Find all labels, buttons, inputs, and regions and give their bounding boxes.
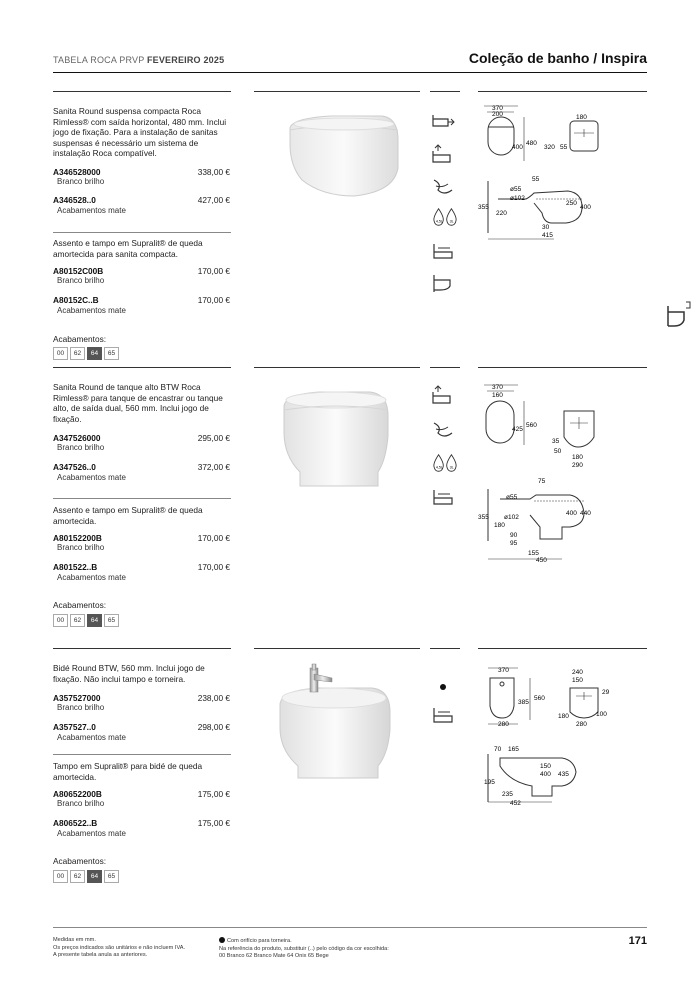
- dim-label: 75: [538, 478, 546, 485]
- product-ref: A357527000: [53, 693, 101, 703]
- dim-label: 400: [540, 771, 551, 778]
- dim-label: 280: [498, 721, 509, 728]
- dim-label: 200: [492, 111, 503, 118]
- bullet-icon: [219, 937, 225, 943]
- svg-text:3L: 3L: [449, 219, 454, 224]
- section-rule: [430, 367, 460, 368]
- dim-label: 150: [572, 677, 583, 684]
- product-finish: Branco brilho: [57, 177, 105, 186]
- section-rule: [430, 91, 460, 92]
- finish-swatch: 65: [104, 347, 119, 360]
- finish-swatches: [53, 347, 119, 360]
- dim-label: 55: [560, 144, 568, 151]
- rimless-icon: [430, 419, 456, 441]
- accessory-finish: Acabamentos mate: [57, 829, 126, 838]
- catalog-date: FEVEREIRO 2025: [146, 55, 225, 65]
- dim-label: 370: [492, 105, 503, 112]
- finishes-label: Acabamentos:: [53, 856, 107, 866]
- dim-label: 450: [536, 557, 547, 564]
- dim-label: 35: [552, 438, 560, 445]
- product-finish: Branco brilho: [57, 703, 105, 712]
- product-description: Sanita Round suspensa compacta Roca Rimless® com saída horizontal, 480 mm. Inclui jogo de fixação. Para a instalação de sanitas suspensas é necessário um sistema de instalação Roca compatível.: [53, 106, 227, 158]
- accessory-ref: A80152200B: [53, 533, 102, 543]
- dim-label: 95: [510, 540, 518, 547]
- catalog-name: TABELA ROCA PRVP: [53, 55, 145, 65]
- tap-hole-note: [219, 937, 389, 946]
- dim-label: 150: [540, 763, 551, 770]
- footer-notes: [53, 937, 185, 960]
- dim-label: ø55: [506, 494, 518, 501]
- accessory-price: 170,00 €: [197, 266, 230, 276]
- svg-text:3L: 3L: [449, 465, 454, 470]
- dim-label: 50: [554, 448, 562, 455]
- dim-label: ø102: [504, 514, 519, 521]
- dim-label: ø55: [510, 186, 522, 193]
- accessory-description: Assento e tampo em Supralit® de queda amortecida para sanita compacta.: [53, 238, 203, 259]
- rimless-icon: [430, 176, 456, 198]
- dim-label: 400: [566, 510, 577, 517]
- toilet-category-icon: [664, 298, 694, 330]
- section-rule: [53, 91, 231, 92]
- divider: [53, 754, 231, 755]
- footer-note: Com orifício para torneira.: [227, 938, 292, 944]
- dim-label: 160: [492, 392, 503, 399]
- product-price: 238,00 €: [197, 693, 230, 703]
- section-rule: [254, 91, 420, 92]
- finish-swatch: 62: [70, 347, 85, 360]
- footer-note: Na referência do produto, substituir (..) pelo código da cor escolhida:: [219, 945, 389, 952]
- dim-label: 180: [494, 522, 505, 529]
- catalog-header: [53, 55, 224, 65]
- product-price: 338,00 €: [197, 167, 230, 177]
- product-ref: A347526000: [53, 433, 101, 443]
- dim-label: 30: [542, 224, 550, 231]
- product-ref: A347526..0: [53, 462, 96, 472]
- dim-label: 370: [492, 384, 503, 391]
- dim-label: 425: [512, 426, 523, 433]
- dim-label: 400: [580, 204, 591, 211]
- dual-flush-icon: [430, 384, 456, 406]
- footer-legend: [219, 937, 389, 961]
- finish-swatch: 64: [87, 870, 102, 883]
- dim-label: 400: [512, 144, 523, 151]
- dim-label: 355: [478, 204, 489, 211]
- finishes-label: Acabamentos:: [53, 600, 107, 610]
- product-description: Sanita Round de tanque alto BTW Roca Rimless® para tanque de encastrar ou tanque alto, de saída dual, 560 mm. Inclui jogo de fixação.: [53, 382, 223, 424]
- accessory-finish: Acabamentos mate: [57, 573, 126, 582]
- water-saving-icon: [430, 452, 460, 474]
- accessory-finish: Acabamentos mate: [57, 306, 126, 315]
- back-to-wall-toilet-image: [270, 376, 405, 496]
- section-rule: [478, 91, 647, 92]
- dim-label: 29: [602, 689, 610, 696]
- section-rule: [254, 648, 420, 649]
- finish-swatches: [53, 614, 119, 627]
- dim-label: 100: [596, 711, 607, 718]
- dim-label: ø102: [510, 195, 525, 202]
- finish-swatch: 65: [104, 614, 119, 627]
- wall-hung-icon: [430, 272, 456, 294]
- dim-label: 90: [510, 532, 518, 539]
- footer-note: 00 Branco 62 Branco Mate 64 Onix 65 Bege: [219, 953, 329, 959]
- dim-label: 155: [528, 550, 539, 557]
- soft-close-seat-icon: [430, 240, 456, 262]
- finish-swatch: 62: [70, 870, 85, 883]
- finish-swatch: 64: [87, 347, 102, 360]
- accessory-finish: Branco brilho: [57, 799, 105, 808]
- accessory-ref: A80152C00B: [53, 266, 104, 276]
- soft-close-seat-icon: [430, 704, 456, 726]
- dim-label: 180: [572, 454, 583, 461]
- dim-label: 220: [496, 210, 507, 217]
- dim-label: 240: [572, 669, 583, 676]
- accessory-description: Assento e tampo em Supralit® de queda amortecida.: [53, 505, 203, 526]
- accessory-price: 170,00 €: [197, 562, 230, 572]
- dim-label: 165: [508, 746, 519, 753]
- header-rule: [53, 72, 647, 73]
- water-saving-icon: [430, 206, 460, 228]
- dim-label: 235: [502, 791, 513, 798]
- product-ref: A346528..0: [53, 195, 96, 205]
- footer-note: A presente tabela anula as anteriores.: [53, 952, 148, 958]
- accessory-ref: A80152C..B: [53, 295, 99, 305]
- finish-swatch: 65: [104, 870, 119, 883]
- svg-text:4,5L: 4,5L: [435, 219, 443, 224]
- technical-drawing-2: [478, 381, 647, 566]
- product-price: 427,00 €: [197, 195, 230, 205]
- product-price: 372,00 €: [197, 462, 230, 472]
- accessory-description: Tampo em Supralit® para bidé de queda amortecida.: [53, 761, 203, 782]
- product-ref: A357527..0: [53, 722, 96, 732]
- page-number: 171: [628, 935, 647, 947]
- product-finish: Branco brilho: [57, 443, 105, 452]
- svg-text:4,5L: 4,5L: [435, 465, 443, 470]
- divider: [53, 498, 231, 499]
- footer-rule: [53, 927, 647, 928]
- accessory-price: 170,00 €: [197, 533, 230, 543]
- accessory-finish: Branco brilho: [57, 543, 105, 552]
- dim-label: 180: [558, 713, 569, 720]
- footer-note: Os preços indicados são unitários e não incluem IVA.: [53, 944, 186, 951]
- technical-drawing-1: [478, 103, 647, 253]
- product-price: 295,00 €: [197, 433, 230, 443]
- product-price: 298,00 €: [197, 722, 230, 732]
- dim-label: 55: [532, 176, 540, 183]
- dim-label: 560: [534, 695, 545, 702]
- dim-label: 320: [544, 144, 555, 151]
- product-ref: A346528000: [53, 167, 101, 177]
- section-rule: [53, 648, 231, 649]
- accessory-finish: Branco brilho: [57, 276, 105, 285]
- section-rule: [53, 367, 231, 368]
- tap-hole-icon: [430, 676, 456, 698]
- soft-close-seat-icon: [430, 486, 456, 508]
- dual-flush-icon: [430, 143, 456, 165]
- horizontal-outlet-icon: [430, 109, 456, 131]
- section-rule: [478, 648, 647, 649]
- dim-label: 415: [542, 232, 553, 239]
- dim-label: 290: [572, 462, 583, 469]
- divider: [53, 232, 231, 233]
- dim-label: 195: [484, 779, 495, 786]
- dim-label: 385: [518, 699, 529, 706]
- accessory-ref: A801522..B: [53, 562, 98, 572]
- product-description: Bidé Round BTW, 560 mm. Inclui jogo de fixação. Não inclui tampo e torneira.: [53, 663, 205, 684]
- finish-swatch: 00: [53, 870, 68, 883]
- accessory-ref: A806522..B: [53, 818, 98, 828]
- dim-label: 70: [494, 746, 502, 753]
- section-rule: [430, 648, 460, 649]
- wall-hung-toilet-image: [262, 100, 412, 210]
- accessory-ref: A80652200B: [53, 789, 102, 799]
- accessory-price: 175,00 €: [197, 789, 230, 799]
- dim-label: 440: [580, 510, 591, 517]
- page-title: Coleção de banho / Inspira: [468, 50, 647, 66]
- finish-swatch: 62: [70, 614, 85, 627]
- product-finish: Acabamentos mate: [57, 733, 126, 742]
- accessory-price: 170,00 €: [197, 295, 230, 305]
- dim-label: 280: [576, 721, 587, 728]
- dim-label: 355: [478, 514, 489, 521]
- section-rule: [478, 367, 647, 368]
- finish-swatches: [53, 870, 119, 883]
- dim-label: 435: [558, 771, 569, 778]
- dim-label: 452: [510, 800, 521, 807]
- finish-swatch: 64: [87, 614, 102, 627]
- section-rule: [254, 367, 420, 368]
- footer-note: Medidas em mm.: [53, 937, 96, 943]
- bidet-image: [268, 660, 408, 785]
- product-finish: Acabamentos mate: [57, 206, 126, 215]
- finishes-label: Acabamentos:: [53, 334, 107, 344]
- finish-swatch: 00: [53, 347, 68, 360]
- dim-label: 370: [498, 667, 509, 674]
- product-finish: Acabamentos mate: [57, 473, 126, 482]
- finish-swatch: 00: [53, 614, 68, 627]
- accessory-price: 175,00 €: [197, 818, 230, 828]
- dim-label: 560: [526, 422, 537, 429]
- dim-label: 480: [526, 140, 537, 147]
- dim-label: 250: [566, 200, 577, 207]
- technical-drawing-3: [478, 662, 647, 812]
- dim-label: 180: [576, 114, 587, 121]
